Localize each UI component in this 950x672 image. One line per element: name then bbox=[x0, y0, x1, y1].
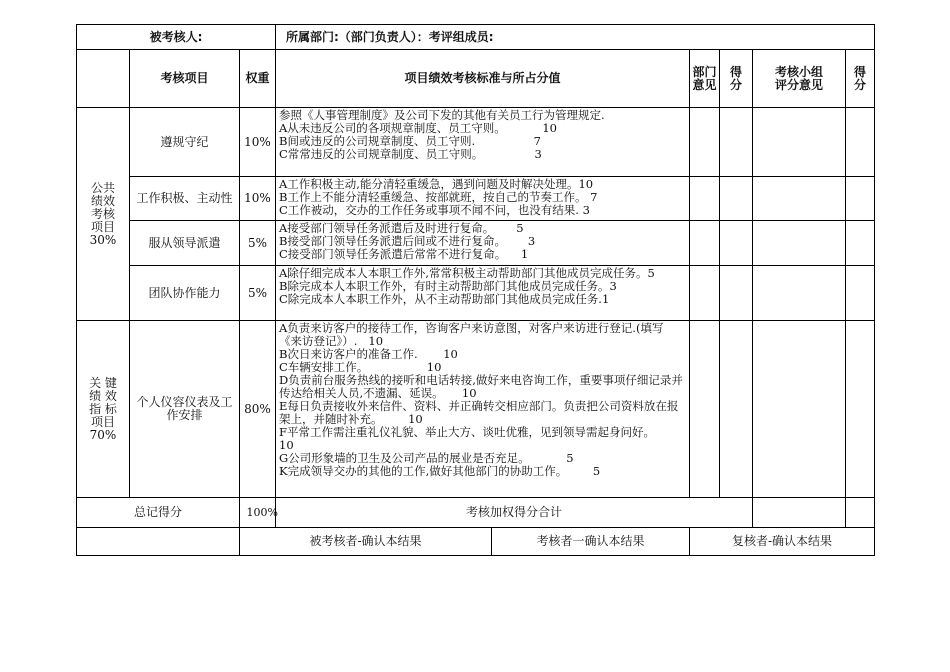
table-row bbox=[77, 177, 875, 221]
criteria-line: C接受部门领导任务派遣后常常不进行复命。 1 bbox=[279, 247, 529, 261]
category-public bbox=[77, 108, 130, 321]
criteria-line: A除仔细完成本人本职工作外,常常积极主动帮助部门其他成员完成任务。5 bbox=[279, 266, 655, 280]
score-cell[interactable] bbox=[846, 266, 875, 321]
score2-text: 得分 bbox=[854, 64, 867, 92]
dept-opinion-header bbox=[690, 50, 720, 108]
criteria-line: B次日来访客户的准备工作. 10 bbox=[279, 347, 458, 361]
criteria-line: B间或违反的公司规章制度、员工守则. 7 bbox=[279, 134, 541, 148]
dept-label: 所属部门:（部门负责人）：考评组成员: bbox=[276, 25, 875, 50]
item-name: 服从领导派遣 bbox=[130, 221, 240, 266]
item-name: 遵规守纪 bbox=[130, 108, 240, 177]
dept-opinion-cell[interactable] bbox=[690, 266, 720, 321]
item-name-text: 工作积极、主动性 bbox=[136, 191, 233, 205]
table-row bbox=[77, 266, 875, 321]
criteria-line: A从未违反公司的各项规章制度、员工守则。 10 bbox=[279, 121, 557, 135]
weight-header: 权重 bbox=[240, 50, 276, 108]
score-cell[interactable] bbox=[720, 266, 753, 321]
score-cell[interactable] bbox=[846, 321, 875, 498]
group-opinion-cell[interactable] bbox=[753, 108, 846, 177]
confirm-blank bbox=[77, 528, 240, 556]
total-weight bbox=[240, 498, 276, 528]
item-criteria bbox=[276, 221, 690, 266]
group-opinion-cell[interactable] bbox=[753, 221, 846, 266]
summary-row bbox=[77, 498, 875, 528]
table-row bbox=[77, 321, 875, 498]
criteria-line: B接受部门领导任务派遣后间或不进行复命。 3 bbox=[279, 234, 536, 248]
criteria-line: C工作被动，交办的工作任务或事项不闻不问，也没有结果. 3 bbox=[279, 203, 590, 217]
weighted-total-extra[interactable] bbox=[846, 498, 875, 528]
group-opinion-cell[interactable] bbox=[753, 321, 846, 498]
score-cell[interactable] bbox=[846, 108, 875, 177]
criteria-line: F平常工作需注重礼仪礼貌、举止大方、谈吐优雅，见到领导需起身问好。 10 bbox=[279, 425, 677, 452]
item-weight: 10% bbox=[240, 177, 276, 221]
criteria-line: B工作上不能分清轻重缓急、按部就班，按自己的节奏工作。 7 bbox=[279, 190, 598, 204]
criteria-line: 参照《人事管理制度》及公司下发的其他有关员工行为管理规定. bbox=[279, 108, 605, 122]
item-name-text: 个人仪容仪表及工作安排 bbox=[136, 395, 233, 422]
table-row bbox=[77, 108, 875, 177]
group-opinion-text: 考核小组评分意见 bbox=[774, 64, 823, 92]
weighted-total-label: 考核加权得分合计 bbox=[276, 498, 753, 528]
dept-opinion-cell[interactable] bbox=[690, 221, 720, 266]
dept-opinion-text: 部门意见 bbox=[692, 64, 717, 92]
item-weight: 5% bbox=[240, 221, 276, 266]
dept-opinion-cell[interactable] bbox=[690, 321, 720, 498]
criteria-line: C车辆安排工作。 10 bbox=[279, 360, 442, 374]
confirm-row bbox=[77, 528, 875, 556]
dept-opinion-cell[interactable] bbox=[690, 108, 720, 177]
item-criteria bbox=[276, 108, 690, 177]
item-header: 考核项目 bbox=[130, 50, 240, 108]
dept-opinion-cell[interactable] bbox=[690, 177, 720, 221]
examinee-confirm[interactable]: 被考核者-确认本结果 bbox=[240, 528, 492, 556]
criteria-line: E每日负责接收外来信件、资料、并正确转交相应部门。负责把公司资料放在报架上，并随时补充。 10 bbox=[279, 399, 679, 426]
criteria-line: A负责来访客户的接待工作，咨询客户来访意图，对客户来访进行登记.(填写《来访登记》）. 10 bbox=[279, 321, 664, 348]
examiner-confirm[interactable]: 考核者一确认本结果 bbox=[492, 528, 690, 556]
category-header-blank bbox=[77, 50, 130, 108]
criteria-line: D负责前台服务热线的接听和电话转接,做好来电咨询工作，重要事项仔细记录并传达给相关人员,不遗漏、延误。 10 bbox=[279, 373, 683, 400]
score-cell[interactable] bbox=[720, 108, 753, 177]
score1-text: 得分 bbox=[729, 64, 742, 92]
criteria-line: K完成领导交办的其他的工作,做好其他部门的协助工作。 5 bbox=[279, 464, 601, 478]
item-name bbox=[130, 321, 240, 498]
score-cell[interactable] bbox=[846, 177, 875, 221]
item-name: 团队协作能力 bbox=[130, 266, 240, 321]
group-opinion-header bbox=[753, 50, 846, 108]
examinee-label: 被考核人: bbox=[77, 25, 276, 50]
criteria-header: 项目绩效考核标准与所占分值 bbox=[276, 50, 690, 108]
criteria-line: C除完成本人本职工作外，从不主动帮助部门其他成员完成任务.1 bbox=[279, 292, 610, 306]
score-cell[interactable] bbox=[720, 177, 753, 221]
weighted-total-value[interactable] bbox=[753, 498, 846, 528]
item-criteria bbox=[276, 177, 690, 221]
criteria-line: B除完成本人本职工作外，有时主动帮助部门其他成员完成任务。3 bbox=[279, 279, 617, 293]
table-row bbox=[77, 221, 875, 266]
score2-header bbox=[846, 50, 875, 108]
total-weight-text: 100% bbox=[246, 505, 278, 519]
category-key-text: 关 键绩 效指 标项目70% bbox=[89, 375, 117, 442]
group-opinion-cell[interactable] bbox=[753, 177, 846, 221]
total-score-label: 总记得分 bbox=[77, 498, 240, 528]
item-name bbox=[130, 177, 240, 221]
criteria-line: G公司形象墙的卫生及公司产品的展业是否充足。 5 bbox=[279, 451, 574, 465]
score1-header bbox=[720, 50, 753, 108]
item-criteria bbox=[276, 266, 690, 321]
criteria-line: C常常违反的公司规章制度、员工守则。 3 bbox=[279, 147, 542, 161]
item-weight: 80% bbox=[240, 321, 276, 498]
score-cell[interactable] bbox=[846, 221, 875, 266]
category-key bbox=[77, 321, 130, 498]
item-weight: 5% bbox=[240, 266, 276, 321]
category-public-text: 公共绩效考核项目30% bbox=[89, 180, 117, 247]
group-opinion-cell[interactable] bbox=[753, 266, 846, 321]
item-criteria bbox=[276, 321, 690, 498]
reviewer-confirm[interactable]: 复核者-确认本结果 bbox=[690, 528, 875, 556]
score-cell[interactable] bbox=[720, 321, 753, 498]
criteria-line: A接受部门领导任务派遣后及时进行复命。 5 bbox=[279, 221, 524, 235]
criteria-line: A工作积极主动,能分清轻重缓急，遇到问题及时解决处理。10 bbox=[279, 177, 594, 191]
score-cell[interactable] bbox=[720, 221, 753, 266]
assessment-table bbox=[76, 24, 875, 556]
item-weight: 10% bbox=[240, 108, 276, 177]
